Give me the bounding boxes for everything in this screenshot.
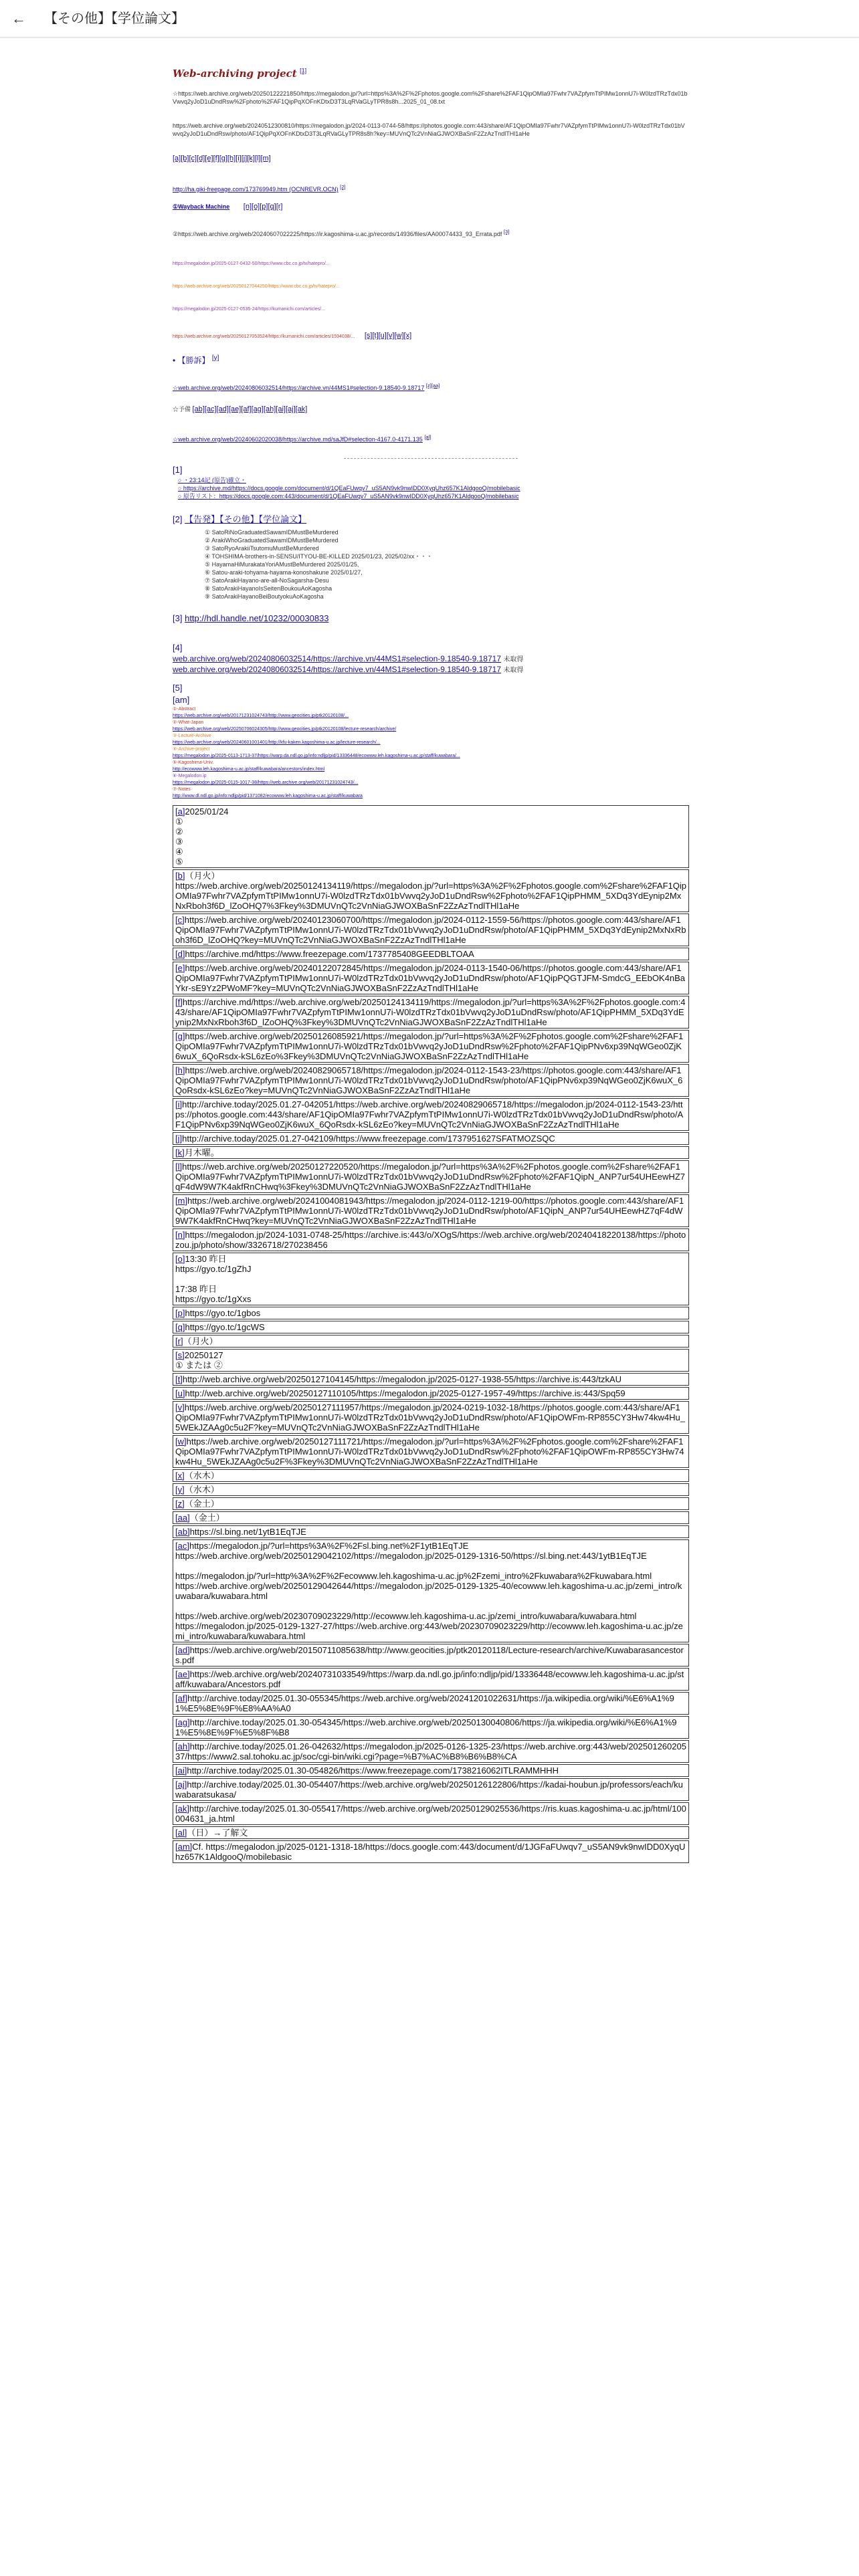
footnote-box-tag[interactable]: [a] — [175, 807, 185, 817]
footnote-box-text: http://web.archive.org/web/20250127110105/https://megalodon.jp/2025-0127-1957-49/https://archive.is:443/Spq59 — [185, 1388, 626, 1398]
footnote-box — [173, 1335, 689, 1348]
footnote-box-text: https://gyo.tc/1gcWS — [185, 1322, 265, 1332]
footnote-box-text: 13:30 昨日 https://gyo.tc/1gZhJ 17:38 昨日 https://gyo.tc/1gXxs — [175, 1254, 252, 1304]
footnote-box-text: https://megalodon.jp/?url=https%3A%2F%2Fsl.bing.net%2F1ytB1EqTJE https://web.archive.org/web/20250129042102/https://megalodon.jp/2025-0129-1316-50/https://sl.bing.net:443/1ytB1EqTJE https://megalodon.jp/?url=http%3A%2F%2Fecowww.leh.kagoshima-u.ac.jp%2Fzemi_intro%2Fkuwabara%2Fkuwabara.html https://web.archive.org/web/20250129042644/https://megalodon.jp/2025-0129-1325-40/ecowww.leh.kagoshima-u.ac.jp/zemi_intro/kuwabara/kuwabara.html https://web.archive.org/web/20230709023229/http://ecowww.leh.kagoshima-u.ac.jp/zemi_intro/kuwabara/kuwabara.html https://megalodon.jp/2025-0129-1327-27/https://web.archive.org:443/web/20230709023229/http://ecowww.leh.kagoshima-u.ac.jp/zemi_intro/kuwabara/kuwabara.html — [175, 1541, 683, 1641]
footnote-box — [173, 1840, 689, 1863]
footnote-box — [173, 948, 689, 960]
archive-block-1 — [173, 90, 689, 138]
page-title: 【その他】【学位論文】 — [44, 11, 185, 26]
footnote-box-text: https://archive.md/https://www.freezepage.com/1737785408GEEDBLTOAA — [185, 949, 474, 959]
handle-link[interactable]: http://hdl.handle.net/10232/00030833 — [185, 613, 329, 623]
footnote-box-text: （月火） — [183, 1336, 218, 1346]
footnote-box — [173, 1692, 689, 1715]
footnote-box-tag[interactable]: [ak] — [175, 1804, 189, 1814]
document-body — [173, 53, 689, 1864]
footnote-box-tag[interactable]: [f] — [175, 997, 183, 1007]
kanzen-link-2[interactable]: ☆web.archive.org/web/20240602020038/https://archive.md/saJfD#selection-4167.0-4171.135 — [173, 436, 423, 443]
footnote-2-item: ⑦ SatoArakiHayano-are-all-NoSagarsha-Desu — [205, 577, 329, 584]
footnote-box-tag[interactable]: [aa] — [175, 1513, 190, 1523]
footnote-4-status: 未取得 — [503, 656, 524, 663]
archive-link-red[interactable]: https://web.archive.org/web/20250127053524/https://kumanichi.com/articles/1594038/... — [173, 334, 355, 339]
footnote-box — [173, 1525, 689, 1538]
footnote-box-tag[interactable]: [t] — [175, 1374, 183, 1384]
footnote-box — [173, 1228, 689, 1251]
footnote-box — [173, 1469, 689, 1482]
footnote-box-tag[interactable]: [l] — [175, 1162, 183, 1172]
footnote-box-tag[interactable]: [m] — [175, 1196, 188, 1206]
footnote-box — [173, 1497, 689, 1510]
footnote-box-tag[interactable]: [ai] — [175, 1765, 187, 1776]
footnote-ref-z-aa[interactable]: [z][aa] — [425, 383, 440, 389]
footnote-link-group-a-m[interactable]: [a][b][c][d][e][f][g][h][i][j][k][l][m] — [173, 154, 271, 163]
footnote-4-link[interactable]: web.archive.org/web/20240806032514/https://archive.vn/44MS1#selection-9.18540-9.18717 — [173, 654, 502, 663]
footnote-2-item: ⑧ SatoArakiHayanoIsSeitenBoukouAoKagosha — [205, 585, 332, 592]
footnote-box — [173, 1802, 689, 1825]
am-link[interactable]: https://web.archive.org/web/20171231024743/http://www.geocities.jp/ptk20120108/... — [173, 714, 349, 718]
footnote-4-status: 未取得 — [503, 667, 524, 674]
freezepage-link[interactable]: http://ha.giki-freepage.com/173769949.htm (OCNREVR.OCN) — [173, 186, 339, 193]
footnote-box-text: https://web.archive.org/web/20250127220520/https://megalodon.jp/?url=https%3A%2F%2Fphotos.google.com%2Fshare%2FAF1QipOMIa97Fwhr7VAZpfymTtPIMw1onnU7i-W0lzdTRzTdx01bVwvq2yJoD1uDndRsw%2Fphoto%2FAF1QipN_ANP7ur54UHEewHZ7qF4dW9W7K4akfRnCHwq%3Fkey%3DMUVnQTc2VnNiaGJWOXBaSnF2ZzAzTndlTHl1aHe — [175, 1162, 685, 1192]
footnote-box — [173, 1132, 689, 1145]
footnote-box-text: http://web.archive.org/web/20250127104145/https://megalodon.jp/2025-0127-1938-55/https://archive.is:443/tzkAU — [182, 1374, 622, 1384]
footnote-box — [173, 1307, 689, 1319]
footnote-box-text: https://web.archive.org/web/20250127111721/https://megalodon.jp/?url=https%3A%2F%2Fphotos.google.com%2Fshare%2FAF1QipOMIa97Fwhr7VAZpfymTtPIMw1onnU7i-W0lzdTRzTdx01bVwvq2yJoD1uDndRsw%2Fphoto%2FAF1QipOWFm-RP855CY3Hw74kw4Hu_5WEkJZAAg0c5u2F%3Fkey%3DMUVnQTc2VnNiaGJWOXBaSnF2ZzAzTndlTHl1aHe — [175, 1436, 684, 1467]
footnote-1-line[interactable]: ○ 原告リスト：https://docs.google.com:443/document/d/1QEaFUwqv7_uS5AN9vk9nwIDD0XyqUhz657K1AldgooQ/mobilebasic — [178, 493, 519, 500]
footnote-box-text: （日）→了解文 — [187, 1828, 248, 1838]
footnote-2-item: ⑨ SatoArakiHayanoBeiBoutyokuAoKagosha — [205, 593, 324, 600]
footnote-box-text: https://archive.md/https://web.archive.org/web/20250124134119/https://megalodon.jp/?url=https%3A%2F%2Fphotos.google.com:443/share/AF1QipOMIa97Fwhr7VAZpfymTtPIMw1onnU7i-W0lzdTRzTdx01bVwvq2yJoD1uDndRsw/photo/AF1QipPHMM_5XDq3YdEynip2MxNxRboh3f6D_lZoOHQ%3Fkey%3DMUVnQTc2VnNiaGJWOXBaSnF2ZzAzTndlTHl1aHe — [175, 997, 686, 1027]
footnote-box — [173, 1716, 689, 1739]
footnote-box-tag[interactable]: [x] — [175, 1471, 185, 1481]
footnote-box — [173, 1194, 689, 1227]
footnote-box-text: https://web.archive.org/web/20150711085638/http://www.geocities.jp/ptk20120118/Lecture-research/archive/Kuwabarasancestors.pdf — [175, 1645, 684, 1665]
footnote-box-tag[interactable]: [z] — [175, 1499, 185, 1509]
am-link[interactable]: http://ecowww.leh.kagoshima-u.ac.jp/staff/kuwabara/ancestors/index.html — [173, 767, 325, 772]
footnote-box-tag[interactable]: [ag] — [175, 1717, 190, 1727]
footnote-4-label[interactable]: [4] — [173, 643, 183, 653]
footnote-box-text: 2025/01/24 ① ② ③ ④ ⑤ — [175, 807, 229, 867]
yobi-label: ☆予備 — [173, 406, 191, 413]
am-line: ⑦-Notes — [173, 787, 191, 792]
footnote-2-title[interactable]: 【告発】【その他】【学位論文】 — [185, 514, 307, 524]
footnote-2-item: ② ArakiWhoGraduatedSawamIDMustBeMurdered — [205, 537, 339, 544]
footnote-box — [173, 996, 689, 1029]
footnote-box-text: http://archive.today/2025.01.30-055417/https://web.archive.org/web/20250129025536/https://ris.kuas.kagoshima-u.ac.jp/html/100004631_ja.html — [175, 1804, 686, 1824]
am-line: ②-What-Japan — [173, 720, 204, 725]
footnote-1-line[interactable]: ○ https://archive.md/https://docs.google.com/document/d/1QEaFUwqv7_uS5AN9vk9nwIDD0XyqUhz657K1AldgooQ/mobilebasic — [178, 485, 520, 492]
footnote-boxes — [173, 805, 689, 1863]
footnote-box-tag[interactable]: [ab] — [175, 1527, 190, 1537]
footnote-2 — [173, 514, 689, 601]
footnote-box — [173, 1064, 689, 1097]
am-line: ③-Lecture-Archive — [173, 734, 211, 738]
footnote-2-item: ⑥ Satou-araki-tohyama-hayama-konoshakune 2025/01/27, — [205, 569, 363, 576]
errata-pdf-line: ②https://web.archive.org/web/20240607022225/https://ir.kagoshima-u.ac.jp/records/14936/files/AA00074433_93_Errata.pdf — [173, 231, 502, 237]
footnote-1-label[interactable]: [1] — [173, 465, 183, 475]
footnote-box-text: https://web.archive.org/web/20250127111957/https://megalodon.jp/2024-0219-1032-18/https://photos.google.com:443/share/AF1QipOMIa97Fwhr7VAZpfymTtPIMw1onnU7i-W0lzdTRzTdx01bVwvq2yJoD1uDndRsw/photo/AF1QipOWFm-RP855CY3Hw74kw4Hu_5WEkJZAAg0c5u2F?key=MUVnQTc2VnNiaGJWOXBaSnF2ZzAzTndlTHl1aHe — [175, 1402, 685, 1432]
am-link[interactable]: https://megalodon.jp/2025-0113-1713-37/https://warp.da.ndl.go.jp/info:ndljp/pid/13336448/ecowww.leh.kagoshima-u.ac.jp/staff/kuwabara/... — [173, 754, 460, 758]
footnote-box — [173, 1160, 689, 1193]
footnote-ref-y[interactable]: [y] — [211, 354, 219, 362]
footnote-box-text: http://archive.today/2025.01.27-042109/https://www.freezepage.com/1737951627SFATMOZSQC — [182, 1134, 555, 1144]
am-link[interactable]: https://megalodon.jp/2025-0115-1017-38/https://web.archive.org/web/20171231024743/... — [173, 780, 359, 785]
archive-url-line: ☆https://web.archive.org/web/20250122221850/https://megalodon.jp/?url=https%3A%2F%2Fphotos.google.com%2Fshare%2FAF1QipOMIa97Fwhr7VAZpfymTtPIMw1onnU7i-W0lzdTRzTdx01bVwvq2yJoD1uDndRsw%2Fphoto%2FAF1QipPqXOFnKDtxD3T3LqRVaGLyTPR8s8h...2025_01_08.txt — [173, 90, 688, 105]
wayback-machine-link[interactable]: ①Wayback Machine — [173, 203, 230, 210]
footnote-2-item: ④ TOHSHIMA-brothers-in-SENSU/ITYOU-BE-KILLED 2025/01/23, 2025/02/xx・・・ — [205, 553, 433, 560]
footnote-box — [173, 1387, 689, 1400]
footnote-box — [173, 1030, 689, 1063]
footnote-box — [173, 1764, 689, 1777]
footnote-ref-1[interactable]: [1] — [300, 67, 307, 74]
footnote-box-text: https://web.archive.org/web/20250126085921/https://megalodon.jp/?url=https%3A%2F%2Fphotos.google.com%2Fshare%2FAF1QipOMIa97Fwhr7VAZpfymTtPIMw1onnU7i-W0lzdTRzTdx01bVwvq2yJoD1uDndRsw%2Fphoto%2FAF1QipPNv6xp39NqWGeo0ZjK6wuX_6QoRsdx-kSL6zEo%3Fkey%3DMUVnQTc2VnNiaGJWOXBaSnF2ZzAzTndlTHl1aHe — [175, 1031, 684, 1061]
footnote-am — [173, 694, 689, 800]
footnote-box-text: http://archive.today/2025.01.30-055345/https://web.archive.org/web/20241201022631/https://ja.wikipedia.org/wiki/%E6%A1%91%E5%8E%9F%E8%AA%A0 — [175, 1693, 674, 1713]
footnote-box-tag[interactable]: [o] — [175, 1254, 185, 1264]
am-line: ⑥-Megalodon.ip — [173, 774, 207, 778]
archive-url-line: https://web.archive.org/web/20240512300810/https://megalodon.jp/2024-0113-0744-58/https://photos.google.com:443/share/AF1QipOMIa97Fwhr7VAZpfymTtPIMw1onnU7i-W0lzdTRzTdx01bVwvq2yJoD1uDndRsw/photo/AF1QipPqXOFnKDtxD3T3LqRVaGLyTPR8s8h?key=MUVnQTc2VnNiaGJWOXBaSnF2ZzAzTndlTHl1aHe — [173, 122, 685, 137]
top-app-bar — [0, 0, 859, 37]
footnote-box-tag[interactable]: [d] — [175, 949, 185, 959]
footnote-1-line[interactable]: ○ ・23:14記 (原告)確立・ — [178, 477, 246, 484]
footnote-box-tag[interactable]: [w] — [175, 1436, 187, 1446]
footnote-box-text: 月木曜。 — [184, 1148, 219, 1158]
footnote-box-tag[interactable]: [am] — [175, 1842, 193, 1852]
archive-link-orange[interactable]: https://web.archive.org/web/20250127044250/https://www.cbc.co.jp/tv/hatepro/... — [173, 284, 340, 289]
footnote-box-tag[interactable]: [i] — [175, 1099, 183, 1109]
footnote-box-tag[interactable]: [ad] — [175, 1645, 190, 1655]
footnote-box — [173, 1668, 689, 1691]
footnote-box — [173, 1321, 689, 1333]
footnote-box — [173, 1401, 689, 1434]
footnote-box-text: https://web.archive.org/web/20240731033549/https://warp.da.ndl.go.jp/info:ndljp/pid/13336448/ecowww.leh.kagoshima-u.ac.jp/staff/kuwabara/Ancestors.pdf — [175, 1669, 684, 1689]
footnote-link-group-s-x[interactable]: [s][t][u][v][w][x] — [364, 332, 412, 340]
footnote-box-text: （月火） https://web.archive.org/web/20250124134119/https://megalodon.jp/?url=https%3A%2F%2Fphotos.google.com%2Fshare%2FAF1QipOMIa97Fwhr7VAZpfymTtPIMw1onnU7i-W0lzdTRzTdx01bVwvq2yJoD1uDndRsw%2Fphoto%2FAF1QipPHMM_5XDq3YdEynip2MxNxRboh3f6D_lZoOHQ7%3Fkey%3DMUVnQTc2VnNiaGJWOXBaSnF2ZzAzTndlTHl1aHe — [175, 871, 686, 911]
footnote-box-tag[interactable]: [aj] — [175, 1780, 187, 1790]
footnote-box-text: 20250127 ① または ② — [175, 1350, 223, 1370]
footnote-box-tag[interactable]: [g] — [175, 1031, 185, 1041]
footnote-box — [173, 1511, 689, 1524]
footnote-box-text: https://sl.bing.net/1ytB1EqTJE — [189, 1527, 306, 1537]
footnote-box-text: Cf. https://megalodon.jp/2025-0121-1318-18/https://docs.google.com:443/document/d/1JGFaFUwqv7_uS5AN9vk9nwIDD0XyqUhz657K1AldgooQ/mobilebasic — [175, 1842, 686, 1862]
am-line: ⑤-Kagoshima-Univ. — [173, 760, 214, 765]
footnote-box — [173, 1539, 689, 1642]
footnote-box-text: https://web.archive.org/web/20240123060700/https://megalodon.jp/2024-0112-1559-56/https://photos.google.com:443/share/AF1QipOMIa97Fwhr7VAZpfymTtPIMw1onnU7i-W0lzdTRzTdx01bVwvq2yJoD1uDndRsw/photo/AF1QipPHMM_5XDq3YdEynip2MxNxRboh3f6D_lZoOHQ?key=MUVnQTc2VnNiaGJWOXBaSnF2ZzAzTndlTHl1aHe — [175, 915, 686, 945]
footnote-box — [173, 1435, 689, 1468]
footnote-box-tag[interactable]: [p] — [175, 1308, 185, 1318]
footnote-box — [173, 869, 689, 912]
footnote-ref-2[interactable]: [2] — [340, 184, 346, 190]
footnote-2-item: ⑤ HayamaHiMurakataYoriAMustBeMurdered 2025/01/25, — [205, 561, 359, 568]
footnote-box-text: https://web.archive.org/web/20240122072845/https://megalodon.jp/2024-0113-1540-06/https://photos.google.com:443/share/AF1QipOMIa97Fwhr7VAZpfymTtPIMw1onnU7i-W0lzdTRzTdx01bVwvq2yJoD1uDndRsw/photo/AF1QipPQGTJFM-SmdcG_EEbOK4nBaYkr-sE9Yz2PWoMF?key=MUVnQTc2VnNiaGJWOXBaSnF2ZzAzTndlTHl1aHe — [175, 963, 685, 993]
footnote-box-tag[interactable]: [y] — [175, 1485, 185, 1495]
footnote-box-tag[interactable]: [r] — [175, 1336, 183, 1346]
footnote-box-tag[interactable]: [ac] — [175, 1541, 189, 1551]
footnote-ref-3[interactable]: [3] — [503, 229, 510, 235]
footnote-box-tag[interactable]: [af] — [175, 1693, 188, 1703]
footnote-4 — [173, 642, 689, 675]
footnote-link-group-n-r[interactable]: [n][o][p][q][r] — [243, 203, 283, 211]
footnote-box — [173, 1483, 689, 1496]
katsu-label: • 【勝訴】 — [173, 356, 210, 365]
footnote-box-text: https://megalodon.jp/2024-1031-0748-25/https://archive.is:443/o/XOgS/https://web.archive.org/web/20240418220138/https://photozou.jp/photo/show/3326718/270238456 — [175, 1230, 686, 1250]
am-link[interactable]: https://web.archive.org/web/20250706024305/http://www.geocities.jp/ptk20120108/lecture-research/archive/ — [173, 727, 397, 732]
footnote-box-text: http://archive.today/2025.01.30-054826/https://www.freezepage.com/1738216062ITLRAMMHHH — [187, 1765, 559, 1776]
footnote-box-tag[interactable]: [h] — [175, 1065, 185, 1075]
footnote-box-tag[interactable]: [v] — [175, 1402, 185, 1412]
footnote-box-tag[interactable]: [j] — [175, 1134, 183, 1144]
footnote-4-link[interactable]: web.archive.org/web/20240806032514/https://archive.vn/44MS1#selection-9.18540-9.18717 — [173, 665, 502, 674]
footnote-box-text: （水木） — [184, 1471, 219, 1481]
footnote-box-tag[interactable]: [c] — [175, 915, 185, 925]
am-link[interactable]: https://web.archive.org/web/20240601001401/http://kfu-kaken.kagoshima-u.ac.jp/lecture-research/... — [173, 740, 381, 745]
footnote-box-tag[interactable]: [al] — [175, 1828, 187, 1838]
footnote-box — [173, 1644, 689, 1667]
footnote-link-group-ab-ak[interactable]: [ab][ac][ad][ae][af][ag][ah][ai][aj][ak] — [192, 405, 308, 413]
footnote-box — [173, 1146, 689, 1159]
back-arrow-icon[interactable]: ← — [11, 10, 26, 27]
footnote-box — [173, 805, 689, 868]
megalodon-link-purple[interactable]: https://megalodon.jp/2025-0127-0432-50/https://www.cbc.co.jp/tv/hatepro/... — [173, 261, 330, 266]
footnote-am-label[interactable]: [am] — [173, 695, 190, 705]
footnote-box-tag[interactable]: [k] — [175, 1148, 185, 1158]
footnote-box-text: https://gyo.tc/1gbos — [185, 1308, 261, 1318]
kanzen-link-1[interactable]: ☆web.archive.org/web/20240806032514/https://archive.vn/44MS1#selection-9.18540-9.18717 — [173, 385, 425, 391]
footnote-2-item: ① SatoRiNoGraduatedSawamIDMustBeMurdered — [205, 529, 339, 536]
footnote-box-tag[interactable]: [ae] — [175, 1669, 190, 1679]
footnote-box-text: （金土） — [184, 1499, 219, 1509]
footnote-box-text: （金土） — [189, 1513, 225, 1523]
footnote-divider — [344, 458, 518, 459]
footnote-5-label[interactable]: [5] — [173, 683, 183, 693]
footnote-box-tag[interactable]: [e] — [175, 963, 185, 973]
footnote-box-text: http://archive.today/2025.01.26-042632/https://megalodon.jp/2025-0126-1325-23/https://web.archive.org:443/web/20250126020537/https://www2.sal.tohoku.ac.jp/soc/cgi-bin/wiki.cgi?page=%B7%AC%B8%B6%B8%CA — [175, 1741, 686, 1761]
footnote-box — [173, 1826, 689, 1839]
footnote-box-tag[interactable]: [ah] — [175, 1741, 190, 1751]
footnote-box-tag[interactable]: [n] — [175, 1230, 185, 1240]
am-link[interactable]: http://www.dl.ndl.go.jp/info:ndljp/pid/1371082/ecowww.leh.kagoshima-u.ac.jp/staff/kuwabara — [173, 794, 363, 798]
footnote-box — [173, 1253, 689, 1305]
footnote-box — [173, 1373, 689, 1386]
megalodon-link-purple[interactable]: https://megalodon.jp/2025-0127-0535-24/https://kumanichi.com/articles/... — [173, 307, 326, 312]
footnote-box-text: （水木） — [184, 1485, 219, 1495]
footnote-box — [173, 962, 689, 994]
footnote-box — [173, 1098, 689, 1131]
footnote-box — [173, 914, 689, 946]
footnote-box-tag[interactable]: [q] — [175, 1322, 185, 1332]
footnote-box-text: http://archive.today/2025.01.30-054407/https://web.archive.org/web/20250126122806/https://kadai-houbun.jp/professors/each/kuwabaratsukasa/ — [175, 1780, 683, 1800]
footnote-3-label[interactable]: [3] — [173, 613, 183, 623]
footnote-box — [173, 1778, 689, 1801]
footnote-2-label[interactable]: [2] — [173, 514, 183, 524]
footnote-box-tag[interactable]: [s] — [175, 1350, 185, 1360]
am-line: ①-Abstract — [173, 707, 196, 712]
footnote-box — [173, 1740, 689, 1763]
footnote-box-tag[interactable]: [b] — [175, 871, 185, 881]
footnote-box-tag[interactable]: [u] — [175, 1388, 185, 1398]
am-line: ④-Archive-project — [173, 747, 210, 752]
footnote-ref-al[interactable]: [al] — [424, 434, 432, 440]
footnote-box-text: https://web.archive.org/web/20240829065718/https://megalodon.jp/2024-0112-1543-23/https://photos.google.com:443/share/AF1QipOMIa97Fwhr7VAZpfymTtPIMw1onnU7i-W0lzdTRzTdx01bVwvq2yJoD1uDndRsw/photo/AF1QipPNv6xp39NqWGeo0ZjK6wuX_6QoRsdx-kSL6zEo?key=MUVnQTc2VnNiaGJWOXBaSnF2ZzAzTndlTHl1aHe — [175, 1065, 683, 1095]
project-title: Web-archiving project — [173, 68, 297, 80]
footnote-box-text: https://web.archive.org/web/20241004081943/https://megalodon.jp/2024-0112-1219-00/https://photos.google.com:443/share/AF1QipOMIa97Fwhr7VAZpfymTtPIMw1onnU7i-W0lzdTRzTdx01bVwvq2yJoD1uDndRsw/photo/AF1QipN_ANP7ur54UHEewHZ7qF4dW9W7K4akfRnCHwq?key=MUVnQTc2VnNiaGJWOXBaSnF2ZzAzTndlTHl1aHe — [175, 1196, 684, 1226]
footnote-box — [173, 1349, 689, 1372]
footnote-box-text: http://archive.today/2025.01.27-042051/https://web.archive.org/web/20240829065718/https://megalodon.jp/2024-0112-1543-23/https://photos.google.com:443/share/AF1QipOMIa97Fwhr7VAZpfymTtPIMw1onnU7i-W0lzdTRzTdx01bVwvq2yJoD1uDndRsw/photo/AF1QipPNv6xp39NqWGeo0ZjK6wuX_6QoRsdx-kSL6zEo?key=MUVnQTc2VnNiaGJWOXBaSnF2ZzAzTndlTHl1aHe — [175, 1099, 684, 1130]
footnote-2-item: ③ SatoRyoArakiiTsutomuMustBeMurdered — [205, 545, 319, 552]
footnote-1 — [173, 464, 689, 500]
footnote-box-text: http://archive.today/2025.01.30-054345/https://web.archive.org/web/20250130040806/https://ja.wikipedia.org/wiki/%E6%A1%91%E5%8E%9F%E5%8F%B8 — [175, 1717, 677, 1737]
